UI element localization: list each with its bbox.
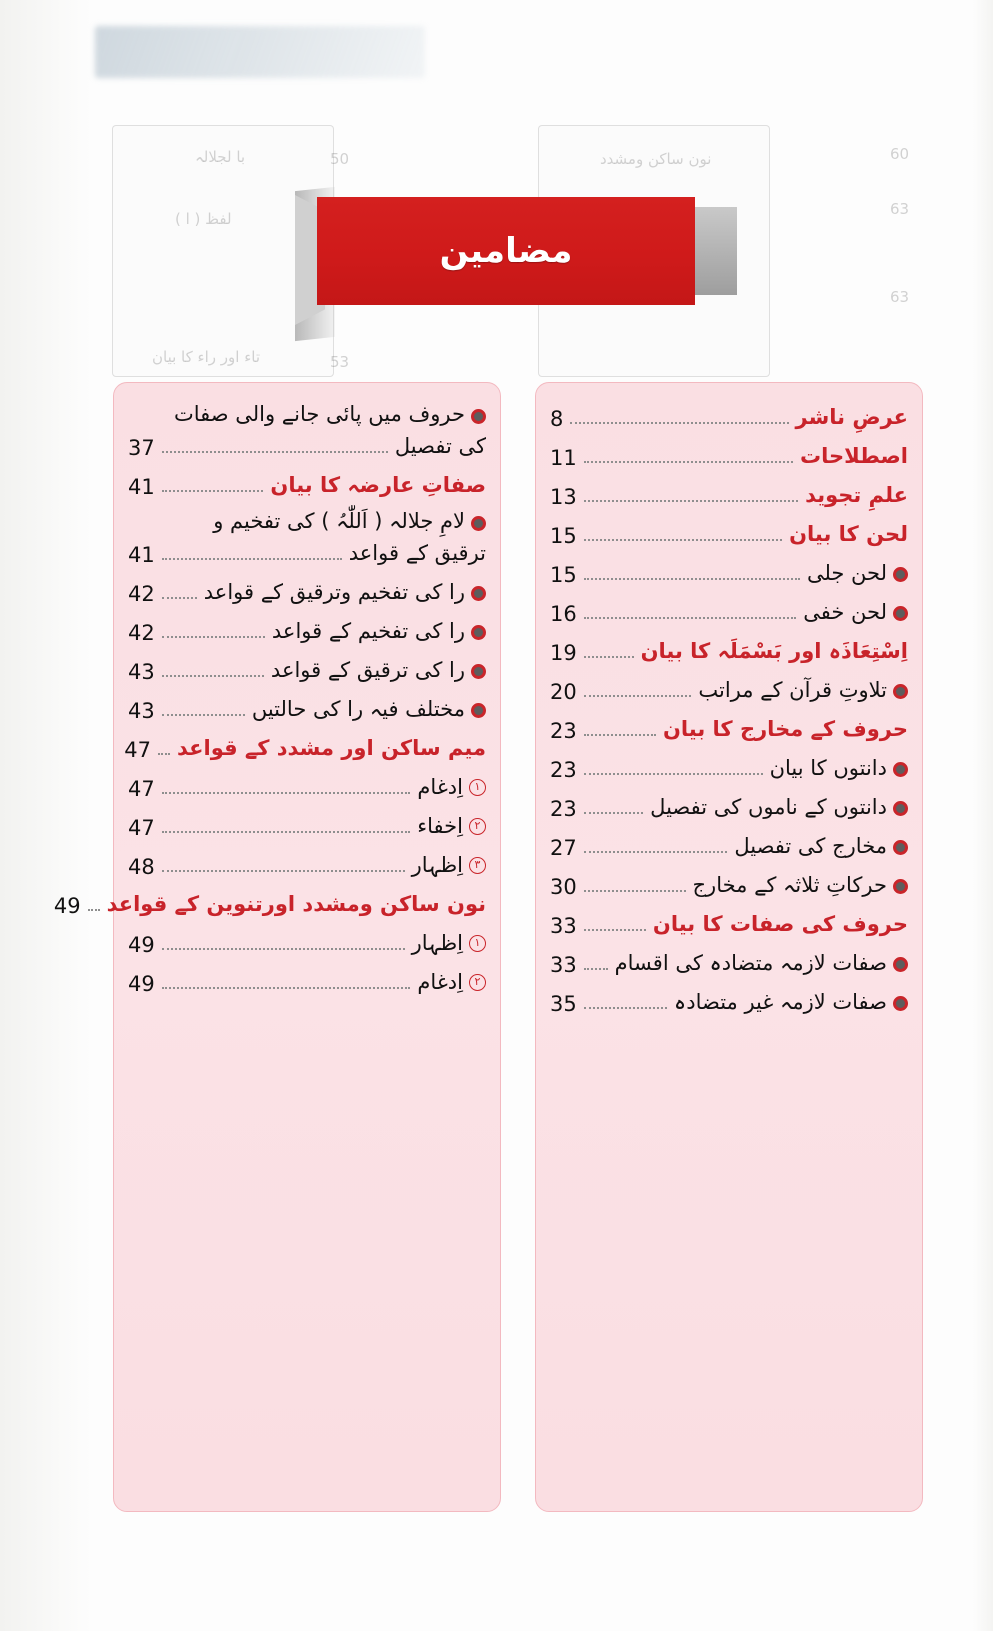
- leader-dots: [162, 622, 265, 638]
- toc-entry-title: صفاتِ عارضہ کا بیان: [270, 472, 486, 497]
- toc-entry-title: تلاوتِ قرآن کے مراتب: [698, 677, 887, 702]
- leader-dots: [162, 661, 264, 677]
- leader-dots: [584, 954, 608, 970]
- toc-entry-title: اِظہار: [411, 852, 463, 877]
- toc-entry-title: لحن جلی: [806, 560, 887, 585]
- toc-entry[interactable]: [128, 691, 486, 725]
- toc-entry[interactable]: [53, 886, 486, 920]
- bleedthrough-text: تاء اور راء کا بیان: [152, 348, 260, 366]
- leader-dots: [162, 700, 245, 716]
- toc-page-number: 19: [550, 641, 577, 665]
- toc-column-right: [535, 382, 923, 1512]
- page-left-edge-shadow: [0, 0, 92, 1631]
- toc-page-number: 8: [550, 407, 564, 431]
- leader-dots: [584, 642, 634, 658]
- toc-page-number: 13: [550, 485, 577, 509]
- toc-entry-title: صفات لازمہ متضادہ کی اقسام: [614, 950, 887, 975]
- toc-page-number: 43: [128, 660, 155, 684]
- bleedthrough-text: لفظ ( ا ): [175, 210, 232, 228]
- toc-page-number: 41: [128, 543, 155, 567]
- bleedthrough-text: نون ساکن ومشدد: [600, 150, 712, 168]
- bullet-icon: [893, 567, 908, 582]
- toc-entry[interactable]: [550, 399, 908, 433]
- toc-page-number: 49: [128, 933, 155, 957]
- bullet-icon: [471, 703, 486, 718]
- toc-page-number: 47: [128, 816, 155, 840]
- leader-dots: [162, 544, 342, 560]
- toc-entry[interactable]: [550, 867, 908, 901]
- toc-entry-title: دانتوں کے ناموں کی تفصیل: [650, 794, 887, 819]
- toc-entry-title: عرضِ ناشر: [795, 404, 908, 429]
- page-right-edge-shadow: [973, 0, 993, 1631]
- leader-dots: [584, 915, 646, 931]
- toc-entry-title: حرکاتِ ثلاثہ کے مخارج: [692, 872, 887, 897]
- bullet-icon: [893, 840, 908, 855]
- toc-entry-title: حروف کی صفات کا بیان: [652, 911, 908, 936]
- leader-dots: [162, 778, 411, 794]
- toc-entry-title: لامِ جلالہ ( اَللّٰہُ ) کی تفخیم و: [213, 509, 465, 533]
- toc-page-number: 23: [550, 719, 577, 743]
- leader-dots: [584, 993, 667, 1009]
- page-title: مضامین: [439, 231, 573, 271]
- leader-dots: [584, 603, 797, 619]
- toc-entry[interactable]: [550, 945, 908, 979]
- leader-dots: [162, 973, 411, 989]
- toc-page-number: 23: [550, 797, 577, 821]
- toc-page-number: 49: [53, 894, 81, 918]
- leader-dots: [584, 447, 793, 463]
- bleedthrough-page-number: 63: [890, 200, 910, 218]
- bleedthrough-page-number: 50: [330, 150, 350, 168]
- leader-dots: [162, 817, 411, 833]
- bullet-icon: [893, 879, 908, 894]
- numbered-marker: ۳: [469, 857, 486, 874]
- toc-page-number: 30: [550, 875, 577, 899]
- leader-dots: [584, 681, 692, 697]
- toc-entry[interactable]: [128, 769, 486, 803]
- leader-dots: [584, 759, 763, 775]
- leader-dots: [584, 525, 782, 541]
- toc-page-number: 43: [128, 699, 155, 723]
- bullet-icon: [471, 625, 486, 640]
- toc-entry-title: مخارج کی تفصیل: [734, 833, 887, 858]
- banner-plate: [317, 197, 695, 305]
- toc-entry[interactable]: [128, 399, 486, 462]
- toc-entry-continuation: [128, 431, 486, 463]
- toc-page-number: 41: [128, 475, 155, 499]
- toc-page-number: 48: [128, 855, 155, 879]
- toc-entry[interactable]: [128, 574, 486, 608]
- toc-page-number: 20: [550, 680, 577, 704]
- toc-entry[interactable]: [550, 750, 908, 784]
- numbered-marker: ۲: [469, 818, 486, 835]
- bleedthrough-text: با لجلالہ: [195, 148, 246, 166]
- toc-entry-title: اِدغام: [417, 969, 463, 994]
- scan-smudge: [95, 26, 425, 78]
- leader-dots: [162, 476, 264, 492]
- toc-entry-title: حروف کے مخارج کا بیان: [662, 716, 908, 741]
- bullet-icon: [471, 586, 486, 601]
- toc-entry-title: اِخفاء: [417, 813, 463, 838]
- toc-entry[interactable]: [550, 516, 908, 550]
- toc-entry[interactable]: [550, 555, 908, 589]
- toc-page-number: 47: [128, 777, 155, 801]
- bullet-icon: [893, 684, 908, 699]
- toc-entry-title: میم ساکن اور مشدد کے قواعد: [177, 735, 486, 760]
- toc-page-number: 47: [124, 738, 152, 762]
- toc-entry-title: لحن خفی: [803, 599, 887, 624]
- toc-entry-title: حروف میں پائی جانے والی صفات: [173, 402, 465, 426]
- toc-page-number: 37: [128, 436, 155, 460]
- toc-page-number: 16: [550, 602, 577, 626]
- leader-dots: [162, 856, 405, 872]
- leader-dots: [162, 934, 405, 950]
- toc-page-number: 15: [550, 563, 577, 587]
- bleedthrough-page-number: 53: [330, 353, 350, 371]
- numbered-marker: ۱: [469, 935, 486, 952]
- toc-page-number: 23: [550, 758, 577, 782]
- bullet-icon: [893, 606, 908, 621]
- leader-dots: [162, 437, 388, 453]
- bleedthrough-page-number: 63: [890, 288, 910, 306]
- toc-entry[interactable]: [128, 652, 486, 686]
- leader-dots: [584, 837, 728, 853]
- bullet-icon: [471, 409, 486, 424]
- toc-entry-title: نون ساکن ومشدد اورتنوین کے قواعد: [106, 891, 486, 916]
- toc-entry-title: اِظہار: [411, 930, 463, 955]
- toc-page-number: 42: [128, 582, 155, 606]
- leader-dots: [158, 739, 170, 755]
- leader-dots: [584, 564, 800, 580]
- numbered-marker: ۲: [469, 974, 486, 991]
- bullet-icon: [893, 801, 908, 816]
- leader-dots: [570, 408, 788, 424]
- toc-entry-title: را کی ترقیق کے قواعد: [270, 657, 465, 682]
- toc-entry-continuation: [128, 538, 486, 570]
- toc-entry[interactable]: [550, 906, 908, 940]
- toc-entry[interactable]: [128, 925, 486, 959]
- bullet-icon: [893, 957, 908, 972]
- toc-page-number: 11: [550, 446, 577, 470]
- bleedthrough-page-number: 60: [890, 145, 910, 163]
- toc-page-number: 49: [128, 972, 155, 996]
- numbered-marker: ۱: [469, 779, 486, 796]
- toc-entry[interactable]: [128, 964, 486, 998]
- toc-page-number: 27: [550, 836, 577, 860]
- toc-page-number: 35: [550, 992, 577, 1016]
- toc-entry-title: اصطلاحات: [799, 443, 908, 468]
- toc-entry-title: دانتوں کا بیان: [769, 755, 887, 780]
- toc-entry[interactable]: [128, 847, 486, 881]
- toc-entry-title: اِسْتِعَاذَہ اور بَسْمَلَہ کا بیان: [640, 638, 908, 663]
- toc-entry-title: را کی تفخیم کے قواعد: [271, 618, 465, 643]
- toc-page-number: 33: [550, 914, 577, 938]
- toc-entry[interactable]: [550, 672, 908, 706]
- toc-entry[interactable]: [128, 506, 486, 569]
- toc-entry-title: را کی تفخیم وترقیق کے قواعد: [203, 579, 465, 604]
- bullet-icon: [471, 664, 486, 679]
- toc-page-number: 15: [550, 524, 577, 548]
- leader-dots: [88, 895, 100, 911]
- bullet-icon: [893, 996, 908, 1011]
- toc-entry[interactable]: [550, 789, 908, 823]
- toc-entry[interactable]: [128, 808, 486, 842]
- toc-page-number: 33: [550, 953, 577, 977]
- leader-dots: [584, 720, 656, 736]
- toc-entry[interactable]: [128, 467, 486, 501]
- toc-entry[interactable]: [550, 633, 908, 667]
- toc-entry-title: صفات لازمہ غیر متضادہ: [673, 989, 887, 1014]
- toc-entry[interactable]: [124, 730, 486, 764]
- toc-entry[interactable]: [550, 477, 908, 511]
- leader-dots: [584, 798, 643, 814]
- leader-dots: [584, 876, 686, 892]
- banner-right-tab: [693, 207, 737, 295]
- toc-entry-title: اِدغام: [417, 774, 463, 799]
- toc-entry[interactable]: [550, 711, 908, 745]
- leader-dots: [162, 583, 197, 599]
- toc-column-left: [53, 382, 501, 1512]
- bullet-icon: [893, 762, 908, 777]
- contents-banner: [295, 175, 735, 315]
- toc-page-number: 42: [128, 621, 155, 645]
- toc-entry[interactable]: [550, 438, 908, 472]
- toc-entry[interactable]: [550, 594, 908, 628]
- toc-entry-title: مختلف فیہ را کی حالتیں: [251, 696, 465, 721]
- toc-entry-title: لحن کا بیان: [789, 521, 908, 546]
- leader-dots: [584, 486, 798, 502]
- toc-entry-title-line2: ترقیق کے قواعد: [348, 540, 486, 565]
- toc-entry[interactable]: [128, 613, 486, 647]
- toc-entry[interactable]: [550, 828, 908, 862]
- toc-entry-title-line2: کی تفصیل: [394, 433, 486, 458]
- toc-entry-title: علمِ تجوید: [805, 482, 908, 507]
- toc-entry[interactable]: [550, 984, 908, 1018]
- bullet-icon: [471, 516, 486, 531]
